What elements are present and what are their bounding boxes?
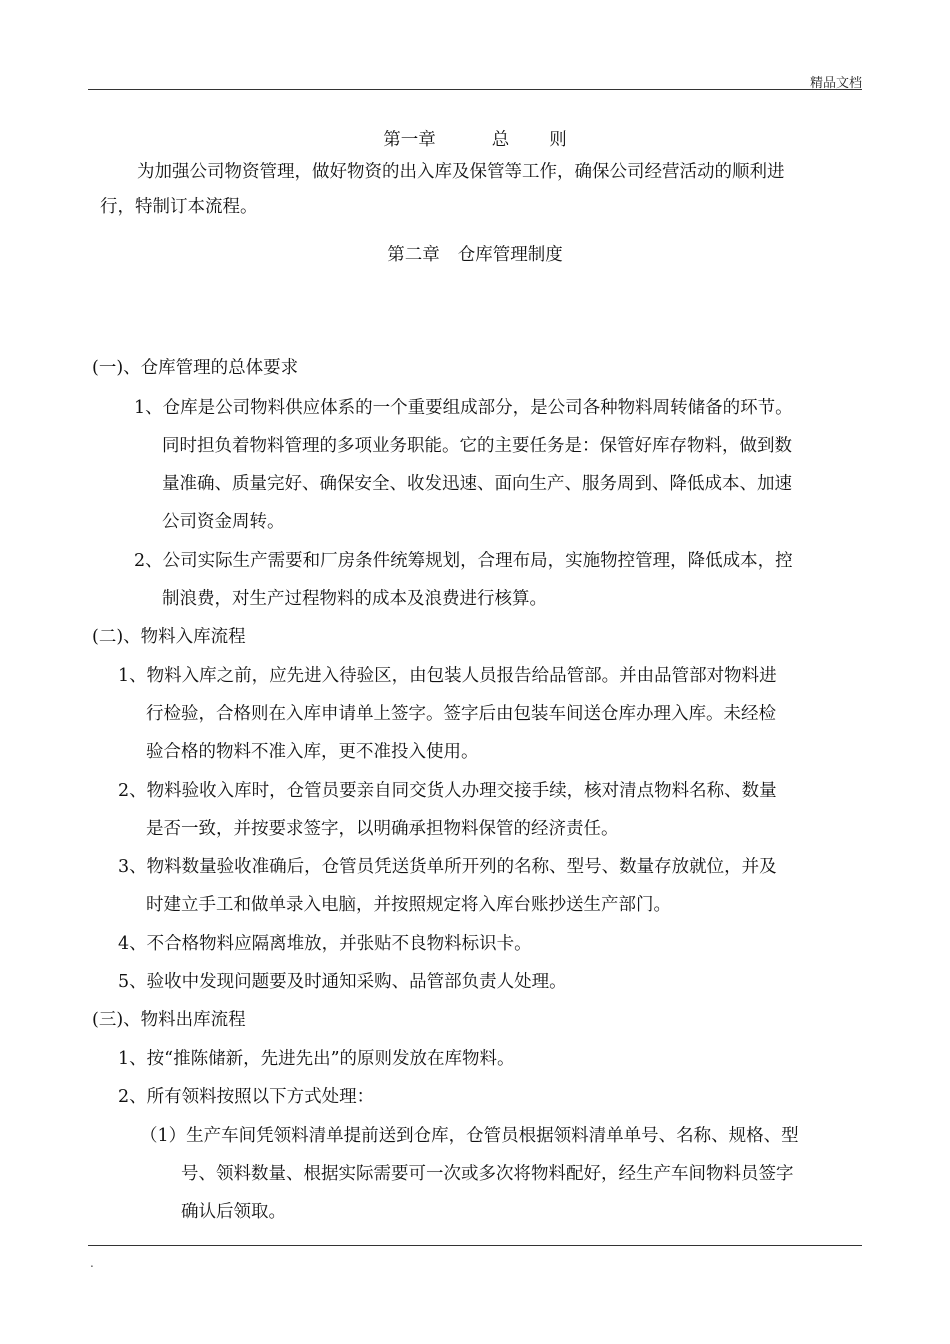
section-3-heading: (三)、物料出库流程 bbox=[92, 1010, 246, 1030]
footer-rule bbox=[88, 1245, 862, 1246]
section-1-item-2-line-2: 制浪费，对生产过程物料的成本及浪费进行核算。 bbox=[162, 589, 547, 609]
chapter-1-title bbox=[0, 128, 950, 152]
chapter-2-name: 仓库管理制度 bbox=[457, 245, 563, 265]
section-3-item-1: 1、按“推陈储新，先进先出”的原则发放在库物料。 bbox=[118, 1049, 515, 1069]
section-3-sub-1-line-2: 号、领料数量、根据实际需要可一次或多次将物料配好，经生产车间物料员签字 bbox=[181, 1164, 794, 1184]
section-2-item-1-line-1: 1、物料入库之前，应先进入待验区，由包装人员报告给品管部。并由品管部对物料进 bbox=[118, 666, 777, 686]
header-rule bbox=[88, 89, 862, 90]
section-1-item-1-line-2: 同时担负着物料管理的多项业务职能。它的主要任务是：保管好库存物料，做到数 bbox=[162, 436, 792, 456]
section-2-item-1-line-3: 验合格的物料不准入库，更不准投入使用。 bbox=[146, 742, 479, 762]
chapter-1-word-b: 则 bbox=[549, 130, 567, 150]
intro-line-2: 行，特制订本流程。 bbox=[100, 197, 258, 217]
chapter-1-number: 第一章 bbox=[383, 130, 436, 150]
section-3-sub-1-line-3: 确认后领取。 bbox=[181, 1202, 286, 1222]
section-2-item-3-line-2: 时建立手工和做单录入电脑，并按照规定将入库台账抄送生产部门。 bbox=[146, 895, 671, 915]
section-1-item-2-line-1: 2、公司实际生产需要和厂房条件统筹规划，合理布局，实施物控管理，降低成本，控 bbox=[134, 551, 793, 571]
section-2-item-3-line-1: 3、物料数量验收准确后，仓管员凭送货单所开列的名称、型号、数量存放就位，并及 bbox=[118, 857, 777, 877]
section-3-item-2: 2、所有领料按照以下方式处理： bbox=[118, 1087, 375, 1107]
chapter-1-word-a: 总 bbox=[491, 130, 510, 150]
section-1-item-1-line-4: 公司资金周转。 bbox=[162, 512, 285, 532]
section-2-item-2-line-2: 是否一致，并按要求签字，以明确承担物料保管的经济责任。 bbox=[146, 819, 619, 839]
section-2-item-5: 5、验收中发现问题要及时通知采购、品管部负责人处理。 bbox=[118, 972, 567, 992]
section-3-sub-1-line-1: （1）生产车间凭领料清单提前送到仓库，仓管员根据领料清单单号、名称、规格、型 bbox=[140, 1126, 799, 1146]
section-2-heading: (二)、物料入库流程 bbox=[92, 627, 246, 647]
chapter-2-title bbox=[0, 243, 950, 267]
section-1-item-1-line-3: 量准确、质量完好、确保安全、收发迅速、面向生产、服务周到、降低成本、加速 bbox=[162, 474, 792, 494]
section-1-heading: (一)、仓库管理的总体要求 bbox=[92, 358, 299, 378]
section-2-item-4: 4、不合格物料应隔离堆放，并张贴不良物料标识卡。 bbox=[118, 934, 532, 954]
intro-line-1: 为加强公司物资管理，做好物资的出入库及保管等工作，确保公司经营活动的顺利进 bbox=[137, 162, 785, 182]
section-1-item-1-line-1: 1、仓库是公司物料供应体系的一个重要组成部分，是公司各种物料周转储备的环节。 bbox=[134, 398, 793, 418]
section-2-item-1-line-2: 行检验，合格则在入库申请单上签字。签字后由包装车间送仓库办理入库。未经检 bbox=[146, 704, 776, 724]
page-header-label: 精品文档 bbox=[809, 76, 862, 91]
section-2-item-2-line-1: 2、物料验收入库时，仓管员要亲自同交货人办理交接手续，核对清点物料名称、数量 bbox=[118, 781, 777, 801]
footer-mark: . bbox=[90, 1256, 94, 1270]
chapter-2-number: 第二章 bbox=[387, 245, 440, 265]
